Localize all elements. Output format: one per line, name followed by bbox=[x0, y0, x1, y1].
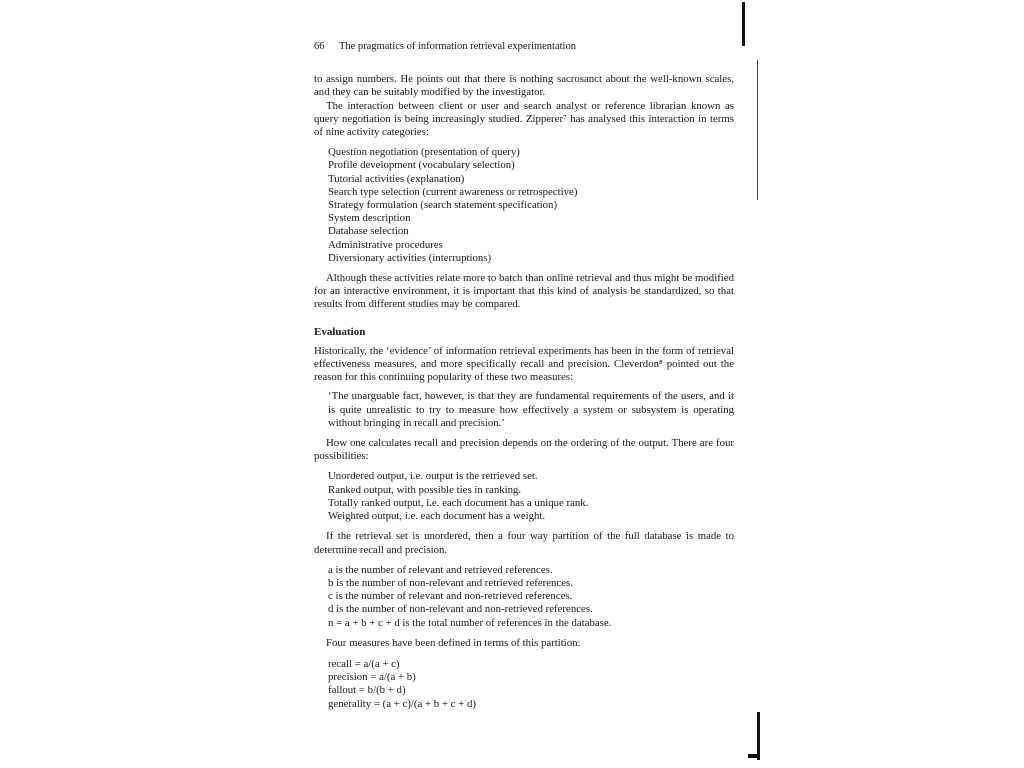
paragraph-7: Four measures have been defined in terms of this partition: bbox=[326, 636, 581, 649]
list-item: d is the number of non-relevant and non-retrieved references. bbox=[328, 603, 593, 616]
list-item: System description bbox=[328, 212, 411, 225]
list-item: Database selection bbox=[328, 225, 409, 238]
running-title: The pragmatics of information retrieval experimentation bbox=[338, 41, 576, 52]
list-item: Totally ranked output, i.e. each document has a unique rank. bbox=[328, 496, 589, 509]
list-item: Unordered output, i.e. output is the retrieved set. bbox=[328, 470, 538, 483]
list-item: Diversionary activities (interruptions) bbox=[328, 251, 492, 264]
block-quote: ‘The unarguable fact, however, is that they are fundamental requirements of the users, and it is quite unrealistic to try to measure how effectively a system or subsystem is operating without bringing in recall and precision.’ bbox=[328, 390, 734, 429]
paragraph-1: to assign numbers. He points out that there is nothing sacrosanct about the well-known scales, and they can be suitably modified by the investigator. bbox=[314, 73, 734, 99]
list-item: c is the number of relevant and non-retrieved references. bbox=[328, 590, 573, 603]
page-number: 66 bbox=[314, 41, 325, 52]
possibilities-list bbox=[328, 470, 734, 523]
paragraph-4: Historically, the ‘evidence’ of information retrieval experiments has been in the form of retrieval effectiveness measures, and more specifically recall and precision. Cleverdon⁸ pointed out the reason for this continuing popularity of these two measures: bbox=[314, 344, 734, 384]
paragraph-5: How one calculates recall and precision depends on the ordering of the output. There are four possibilities: bbox=[314, 437, 734, 463]
formula-list bbox=[328, 658, 734, 711]
list-item: a is the number of relevant and retrieved references. bbox=[328, 563, 553, 576]
list-item: b is the number of non-relevant and retrieved references. bbox=[328, 576, 573, 589]
list-item: Administrative procedures bbox=[328, 238, 443, 251]
formula-recall: recall = a/(a + c) bbox=[328, 657, 400, 670]
section-heading: Evaluation bbox=[314, 325, 366, 338]
running-header bbox=[314, 40, 734, 53]
list-item: n = a + b + c + d is the total number of references in the database. bbox=[328, 616, 612, 629]
list-item: Strategy formulation (search statement specification) bbox=[328, 199, 558, 212]
document-page bbox=[314, 40, 734, 711]
list-item: Profile development (vocabulary selection) bbox=[328, 159, 515, 172]
list-item: Weighted output, i.e. each document has a weight. bbox=[328, 510, 546, 523]
formula-generality: generality = (a + c)/(a + b + c + d) bbox=[328, 697, 476, 710]
list-item: Ranked output, with possible ties in ranking. bbox=[328, 483, 522, 496]
formula-precision: precision = a/(a + b) bbox=[328, 671, 416, 684]
list-item: Question negotiation (presentation of query) bbox=[328, 146, 520, 159]
paragraph-3: Although these activities relate more to batch than online retrieval and thus might be modified for an interactive environment, it is important that this kind of analysis be standardized, so that results from different studies may be compared. bbox=[314, 272, 734, 311]
formula-fallout: fallout = b/(b + d) bbox=[328, 684, 406, 697]
list-item: Search type selection (current awareness or retrospective) bbox=[328, 185, 578, 198]
scan-edge-top bbox=[742, 2, 745, 46]
paragraph-6: If the retrieval set is unordered, then a four way partition of the full database is made to determine recall and precision. bbox=[314, 530, 734, 556]
scan-edge-line bbox=[757, 60, 758, 200]
definitions-list bbox=[328, 564, 734, 630]
list-item: Tutorial activities (explanation) bbox=[328, 172, 465, 185]
activity-list bbox=[328, 146, 734, 265]
scan-edge-bottom bbox=[757, 712, 760, 760]
scan-edge-foot bbox=[748, 754, 760, 758]
paragraph-2: The interaction between client or user and search analyst or reference librarian known as query negotiation is being increasingly studied. Zipperer⁷ has analysed this interaction in terms of nine activity categories: bbox=[314, 99, 734, 139]
